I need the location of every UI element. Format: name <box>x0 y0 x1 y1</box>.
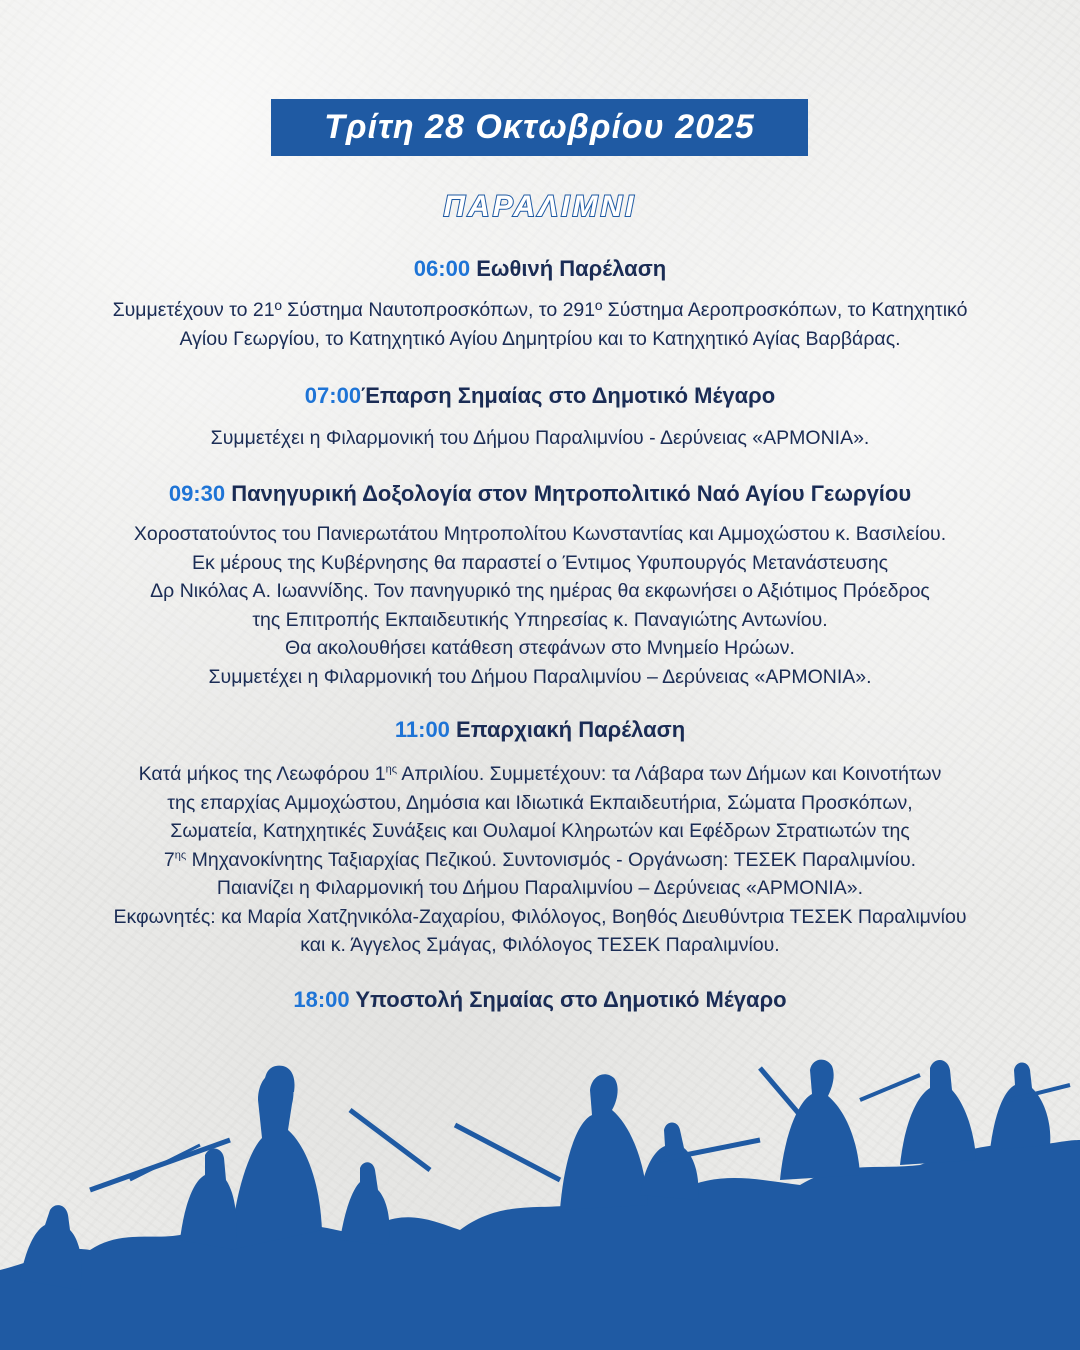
date-banner <box>271 99 808 156</box>
event-description <box>40 520 1040 691</box>
description-line: Εκ μέρους της Κυβέρνησης θα παραστεί ο Έντιμος Υφυπουργός Μετανάστευσης <box>191 551 889 574</box>
event-heading <box>0 717 1080 743</box>
text-segment: 7 <box>163 848 175 871</box>
event-description <box>40 296 1040 353</box>
description-line: και κ. Άγγελος Σμάγας, Φιλόλογος ΤΕΣΕΚ Παραλιμνίου. <box>300 934 780 956</box>
text-segment: Μηχανοκίνητης Ταξιαρχίας Πεζικού. Συντονισμός - Οργάνωση: ΤΕΣΕΚ Παραλιμνίου. <box>186 848 917 871</box>
ordinal-suffix: ης <box>174 849 187 861</box>
event-time: 06:00 <box>413 256 471 281</box>
description-line: της επαρχίας Αμμοχώστου, Δημόσια και Ιδιωτικά Εκπαιδευτήρια, Σώματα Προσκόπων, <box>167 791 913 814</box>
event-title: Εωθινή Παρέλαση <box>476 256 667 281</box>
event-time: 11:00 <box>394 717 450 742</box>
description-line: Συμμετέχει η Φιλαρμονική του Δήμου Παραλιμνίου - Δερύνειας «ΑΡΜΟΝΙΑ». <box>210 427 870 449</box>
description-line: Θα ακολουθήσει κατάθεση στεφάνων στο Μνημείο Ηρώων. <box>285 637 795 659</box>
event-heading <box>0 383 1080 409</box>
event-time: 07:00 <box>304 383 362 408</box>
soldiers-silhouette-illustration <box>0 1030 1080 1350</box>
event-title: Έπαρση Σημαίας στο Δημοτικό Μέγαρο <box>361 383 776 408</box>
event-heading <box>0 481 1080 507</box>
date-title: Τρίτη 28 Οκτωβρίου 2025 <box>324 108 755 146</box>
event-time: 09:30 <box>168 481 226 506</box>
description-line <box>40 846 1040 875</box>
description-line: Αγίου Γεωργίου, το Κατηχητικό Αγίου Δημητρίου και το Κατηχητικό Αγίας Βαρβάρας. <box>179 327 901 350</box>
event-description <box>40 424 1040 453</box>
event-time: 18:00 <box>293 987 350 1012</box>
description-line: της Επιτροπής Εκπαιδευτικής Υπηρεσίας κ. Παναγιώτης Αντωνίου. <box>252 608 828 631</box>
event-description <box>40 760 1040 960</box>
description-line: Συμμετέχει η Φιλαρμονική του Δήμου Παραλιμνίου – Δερύνειας «ΑΡΜΟΝΙΑ». <box>208 665 872 688</box>
description-line: Χοροστατούντος του Πανιερωτάτου Μητροπολίτου Κωνσταντίας και Αμμοχώστου κ. Βασιλείου. <box>133 523 947 545</box>
description-line: Εκφωνητές: κα Μαρία Χατζηνικόλα-Ζαχαρίου, Φιλόλογος, Βοηθός Διευθύντρια ΤΕΣΕΚ Παραλιμνίου <box>113 905 967 928</box>
description-line: Δρ Νικόλας Α. Ιωαννίδης. Τον πανηγυρικό της ημέρας θα εκφωνήσει ο Αξιότιμος Πρόεδρος <box>150 580 930 602</box>
description-line: Συμμετέχουν το 21º Σύστημα Ναυτοπροσκόπων, το 291º Σύστημα Αεροπροσκόπων, το Κατηχητικό <box>112 299 968 321</box>
event-heading <box>0 256 1080 282</box>
ordinal-suffix: ης <box>385 763 398 776</box>
description-line <box>40 760 1040 789</box>
description-line: Παιανίζει η Φιλαρμονική του Δήμου Παραλιμνίου – Δερύνειας «ΑΡΜΟΝΙΑ». <box>216 877 864 899</box>
description-line: Σωματεία, Κατηχητικές Συνάξεις και Ουλαμοί Κληρωτών και Εφέδρων Στρατιωτών της <box>170 820 910 842</box>
text-segment: Κατά μήκος της Λεωφόρου 1 <box>138 763 386 785</box>
event-heading <box>0 987 1080 1013</box>
text-segment: Απριλίου. Συμμετέχουν: τα Λάβαρα των Δήμων και Κοινοτήτων <box>397 763 942 785</box>
event-title: Υποστολή Σημαίας στο Δημοτικό Μέγαρο <box>355 987 787 1012</box>
event-title: Πανηγυρική Δοξολογία στον Μητροπολιτικό Ναό Αγίου Γεωργίου <box>231 481 912 506</box>
town-title: ΠΑΡΑΛΙΜΝΙ <box>443 190 637 223</box>
event-title: Επαρχιακή Παρέλαση <box>456 717 686 742</box>
